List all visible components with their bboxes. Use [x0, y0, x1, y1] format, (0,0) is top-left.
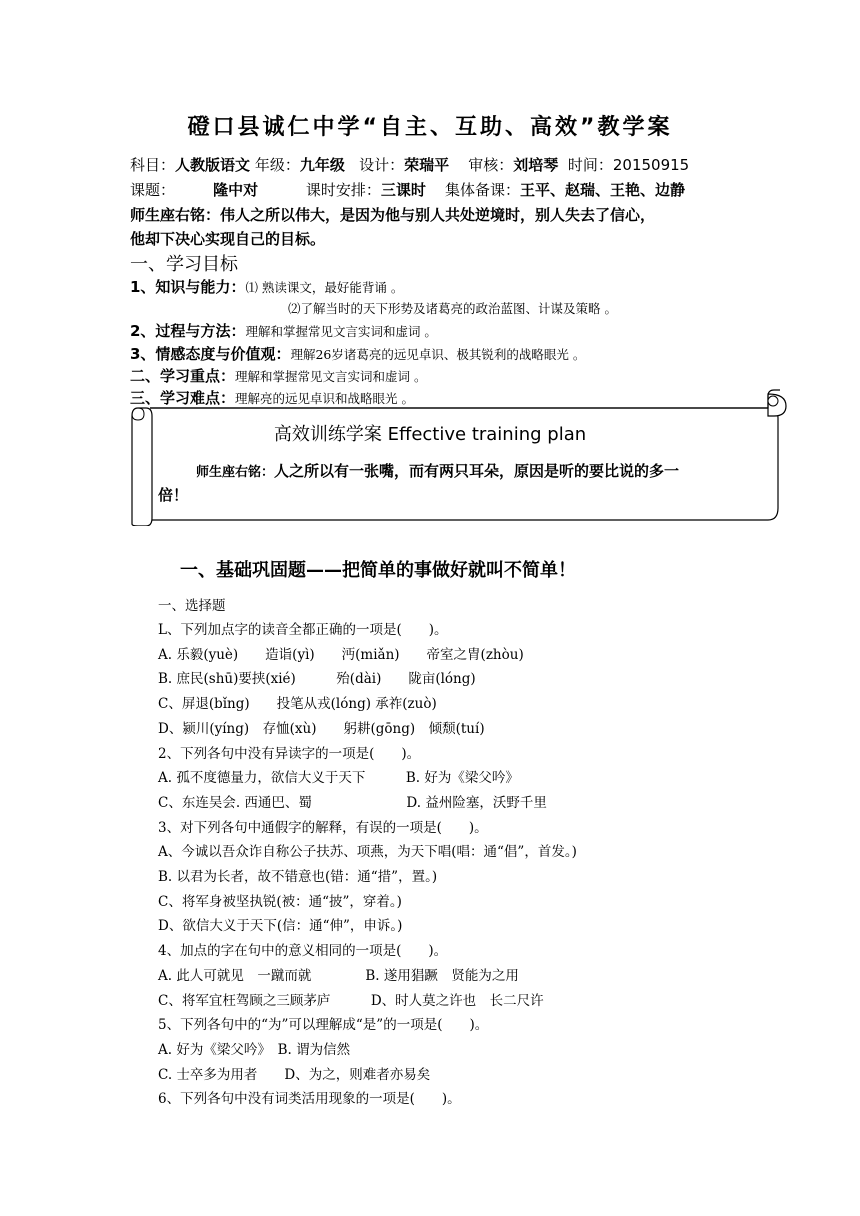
- header-motto-label: 师生座右铭：: [130, 206, 221, 224]
- section-subheading: 一、选择题: [158, 598, 226, 614]
- meta-row-2: [130, 179, 685, 200]
- question-line: C、屏退(bǐng) 投笔从戎(lóng) 承祚(zuò): [158, 696, 437, 713]
- plan-title: 高效训练学案 Effective training plan: [273, 424, 587, 445]
- difficulty-text: 理解亮的远见卓识和战略眼光 。: [235, 391, 414, 406]
- schedule-label: 课时安排：: [305, 181, 381, 199]
- group-label: 集体备课：: [444, 181, 520, 199]
- schedule-value: 三课时: [380, 181, 426, 199]
- emotion-label: 3、情感态度与价值观：: [130, 345, 291, 363]
- question-line: 4、加点的字在句中的意义相同的一项是( )。: [158, 943, 448, 960]
- knowledge-item-1: ⑴ 熟读课文，最好能背诵 。: [245, 280, 404, 295]
- question-line: D、欲信大义于天下(信：通“伸”，申诉。): [158, 918, 403, 935]
- process-text: 理解和掌握常见文言实词和虚词 。: [245, 324, 437, 339]
- question-line: L、下列加点字的读音全都正确的一项是( )。: [158, 622, 448, 638]
- question-line: 5、下列各句中的“为”可以理解成“是”的一项是( )。: [158, 1017, 489, 1034]
- key-text: 理解和掌握常见文言实词和虚词 。: [235, 369, 427, 384]
- plan-motto: [196, 460, 679, 481]
- difficulty-label: 三、学习难点：: [130, 389, 236, 407]
- reviewer-label: 审核：: [468, 156, 514, 174]
- question-line: A. 此人可就见 一蹴而就 B. 遂用猖蹶 贤能为之用: [158, 967, 519, 984]
- plan-motto-line2: 倍！: [158, 486, 189, 504]
- grade-label: 年级：: [254, 156, 300, 174]
- meta-row-1: [130, 154, 689, 175]
- question-line: C、将军身被坚执锐(被：通“披”，穿着。): [158, 893, 402, 910]
- objective-emotion: [130, 343, 585, 364]
- emotion-text: 理解26岁诸葛亮的远见卓识、极其锐利的战略眼光 。: [290, 347, 586, 362]
- question-line: C、将军宜枉驾顾之三顾茅庐 D、时人莫之许也 长二尺许: [158, 992, 544, 1009]
- objectives-heading: 一、学习目标: [130, 254, 238, 275]
- question-line: 3、对下列各句中通假字的解释，有误的一项是( )。: [158, 819, 488, 836]
- time-value: 20150915: [612, 156, 690, 174]
- knowledge-label: 1、知识与能力：: [130, 278, 246, 296]
- process-label: 2、过程与方法：: [130, 322, 246, 340]
- subject-label: 科目：: [130, 156, 176, 174]
- time-label: 时间：: [567, 156, 613, 174]
- topic-label: 课题：: [130, 181, 176, 199]
- question-line: A、今诚以吾众诈自称公子扶苏、项燕，为天下唱(唱：通“倡”，首发。): [158, 844, 577, 861]
- objective-process: [130, 320, 437, 341]
- reviewer-value: 刘培琴: [513, 156, 559, 174]
- knowledge-item-2: ⑵了解当时的天下形势及诸葛亮的政治蓝图、计谋及策略 。: [288, 301, 617, 316]
- topic-value: 隆中对: [213, 181, 259, 199]
- question-line: B. 庶民(shū)要挟(xié) 殆(dài) 陇亩(lóng): [158, 671, 476, 688]
- question-line: A. 孤不度德量力，欲信大义于天下 B. 好为《梁父吟》: [158, 770, 519, 787]
- plan-motto-line1: 人之所以有一张嘴，而有两只耳朵，原因是听的要比说的多一: [274, 462, 680, 480]
- header-motto-line2: 他却下决心实现自己的目标。: [130, 230, 326, 248]
- objective-knowledge: [130, 276, 403, 297]
- question-line: A. 乐毅(yuè) 造诣(yì) 沔(miǎn) 帝室之胄(zhòu): [158, 646, 524, 663]
- question-line: 6、下列各句中没有词类活用现象的一项是( )。: [158, 1091, 461, 1108]
- key-label: 二、学习重点：: [130, 367, 236, 385]
- subject-value: 人教版语文: [175, 156, 251, 174]
- question-line: 2、下列各句中没有异读字的一项是( )。: [158, 745, 421, 762]
- group-value: 王平、赵瑞、王艳、边静: [520, 181, 686, 199]
- plan-motto-label: 师生座右铭：: [196, 465, 275, 480]
- section-heading: 一、基础巩固题——把简单的事做好就叫不简单！: [180, 560, 576, 581]
- question-line: B. 以君为长者，故不错意也(错：通“措”，置。): [158, 869, 438, 885]
- designer-value: 荣瑞平: [404, 156, 450, 174]
- question-line: D、颍川(yíng) 存恤(xù) 躬耕(gōng) 倾颓(tuí): [158, 720, 485, 737]
- key-points: [130, 365, 427, 386]
- header-motto-line1: 伟人之所以伟大，是因为他与别人共处逆境时，别人失去了信心，: [220, 206, 656, 224]
- question-line: C. 士卒多为用者 D、为之，则难者亦易矣: [158, 1066, 431, 1083]
- question-line: C、东连吴会. 西通巴、蜀 D. 益州险塞，沃野千里: [158, 794, 547, 811]
- question-line: A. 好为《梁父吟》 B. 谓为信然: [158, 1041, 351, 1058]
- header-motto: [130, 204, 655, 225]
- designer-label: 设计：: [359, 156, 405, 174]
- page-title: 磴口县诚仁中学“自主、互助、高效”教学案: [187, 115, 673, 140]
- grade-value: 九年级: [299, 156, 345, 174]
- scroll-banner: [128, 386, 788, 526]
